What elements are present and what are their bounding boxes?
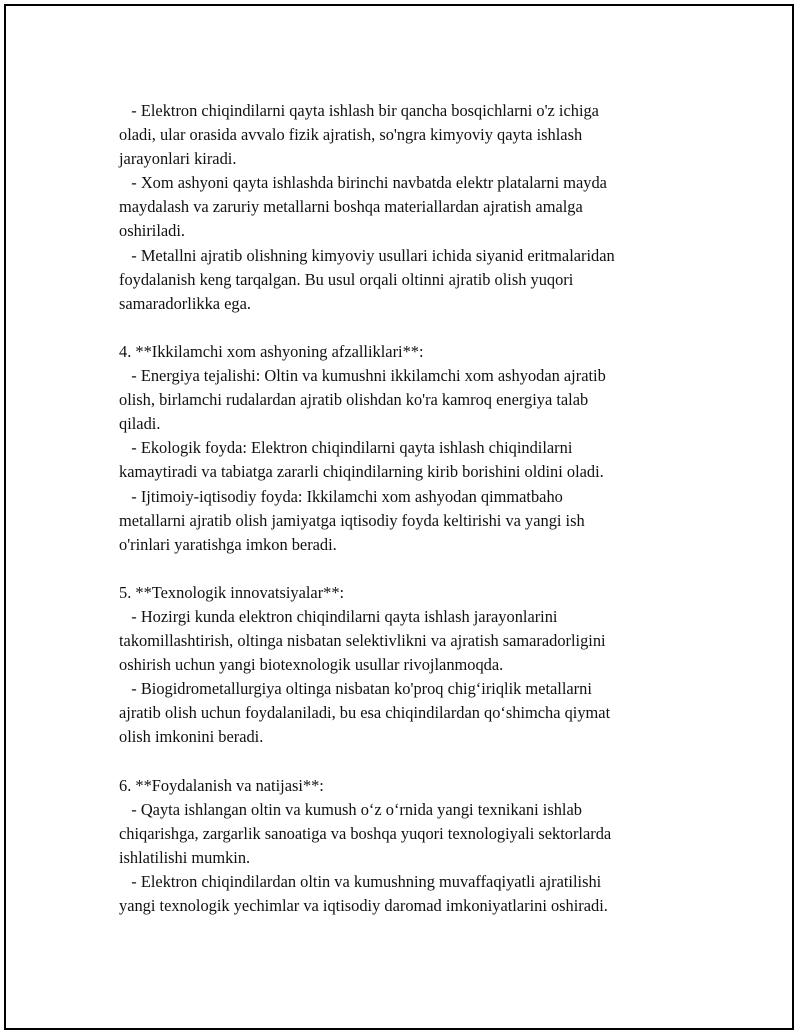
- text-line: ishlatilishi mumkin.: [119, 847, 251, 867]
- text-line: oladi, ular orasida avvalo fizik ajratish, so'ngra kimyoviy qayta ishlash: [119, 125, 583, 145]
- paragraph-gap: [119, 750, 719, 774]
- text-line: - Elektron chiqindilardan oltin va kumushning muvaffaqiyatli ajratilishi: [119, 872, 602, 891]
- text-line: oshiriladi.: [119, 221, 186, 241]
- text-line: - Xom ashyoni qayta ishlashda birinchi navbatda elektr platalarni mayda: [119, 173, 607, 193]
- text-line: qiladi.: [119, 414, 161, 434]
- text-line: ajratib olish uchun foydalaniladi, bu esa chiqindilardan qo‘shimcha qiymat: [119, 703, 611, 723]
- text-line: - Elektron chiqindilarni qayta ishlash bir qancha bosqichlarni o'z ichiga: [119, 101, 599, 120]
- paragraph-gap: [119, 316, 719, 340]
- text-line: foydalanish keng tarqalgan. Bu usul orqali oltinni ajratib olish yuqori: [119, 269, 574, 289]
- text-line: olish, birlamchi rudalardan ajratib olishdan ko'ra kamroq energiya talab: [119, 390, 589, 410]
- section-heading: 6. **Foydalanish va natijasi**:: [119, 775, 324, 795]
- text-line: metallarni ajratib olish jamiyatga iqtisodiy foyda keltirishi va yangi ish: [119, 510, 585, 530]
- bullet-item: [119, 364, 719, 436]
- text-line: - Energiya tejalishi: Oltin va kumushni ikkilamchi xom ashyodan ajratib: [119, 366, 606, 386]
- text-line: takomillashtirish, oltinga nisbatan selektivlikni va ajratish samaradorligini: [119, 631, 606, 651]
- bullet-item: [119, 171, 719, 243]
- section: [119, 581, 719, 750]
- section: [119, 774, 719, 919]
- section: [119, 340, 719, 557]
- bullet-item: [119, 244, 719, 316]
- text-line: maydalash va zaruriy metallarni boshqa materiallardan ajratish amalga: [119, 197, 583, 217]
- section-heading: 5. **Texnologik innovatsiyalar**:: [119, 582, 345, 602]
- text-line: - Metallni ajratib olishning kimyoviy usullari ichida siyanid eritmalaridan: [119, 245, 615, 265]
- text-line: - Biogidrometallurgiya oltinga nisbatan ko'proq chig‘iriqlik metallarni: [119, 679, 592, 699]
- bullet-item: [119, 99, 719, 171]
- text-line: - Qayta ishlangan oltin va kumush o‘z o‘rnida yangi texnikani ishlab: [119, 799, 582, 819]
- text-line: o'rinlari yaratishga imkon beradi.: [119, 534, 337, 554]
- section-continuation: [119, 99, 719, 316]
- bullet-item: [119, 605, 719, 677]
- bullet-item: [119, 798, 719, 870]
- bullet-item: [119, 485, 719, 557]
- bullet-item: [119, 870, 719, 918]
- paragraph-gap: [119, 557, 719, 581]
- text-line: olish imkonini beradi.: [119, 727, 264, 747]
- text-line: samaradorlikka ega.: [119, 293, 251, 313]
- bullet-item: [119, 677, 719, 749]
- text-line: oshirish uchun yangi biotexnologik usullar rivojlanmoqda.: [119, 655, 504, 675]
- text-line: - Ijtimoiy-iqtisodiy foyda: Ikkilamchi xom ashyodan qimmatbaho: [119, 486, 563, 506]
- text-line: kamaytiradi va tabiatga zararli chiqindilarning kirib borishini oldini oladi.: [119, 462, 604, 482]
- text-line: - Hozirgi kunda elektron chiqindilarni qayta ishlash jarayonlarini: [119, 606, 558, 626]
- page-frame: [4, 4, 794, 1030]
- text-line: jarayonlari kiradi.: [119, 149, 237, 169]
- text-line: - Ekologik foyda: Elektron chiqindilarni qayta ishlash chiqindilarni: [119, 438, 573, 458]
- section-heading: 4. **Ikkilamchi xom ashyoning afzalliklari**:: [119, 341, 424, 361]
- document-body: [119, 99, 719, 918]
- text-line: yangi texnologik yechimlar va iqtisodiy daromad imkoniyatlarini oshiradi.: [119, 896, 608, 916]
- text-line: chiqarishga, zargarlik sanoatiga va boshqa yuqori texnologiyali sektorlarda: [119, 823, 612, 843]
- bullet-item: [119, 436, 719, 484]
